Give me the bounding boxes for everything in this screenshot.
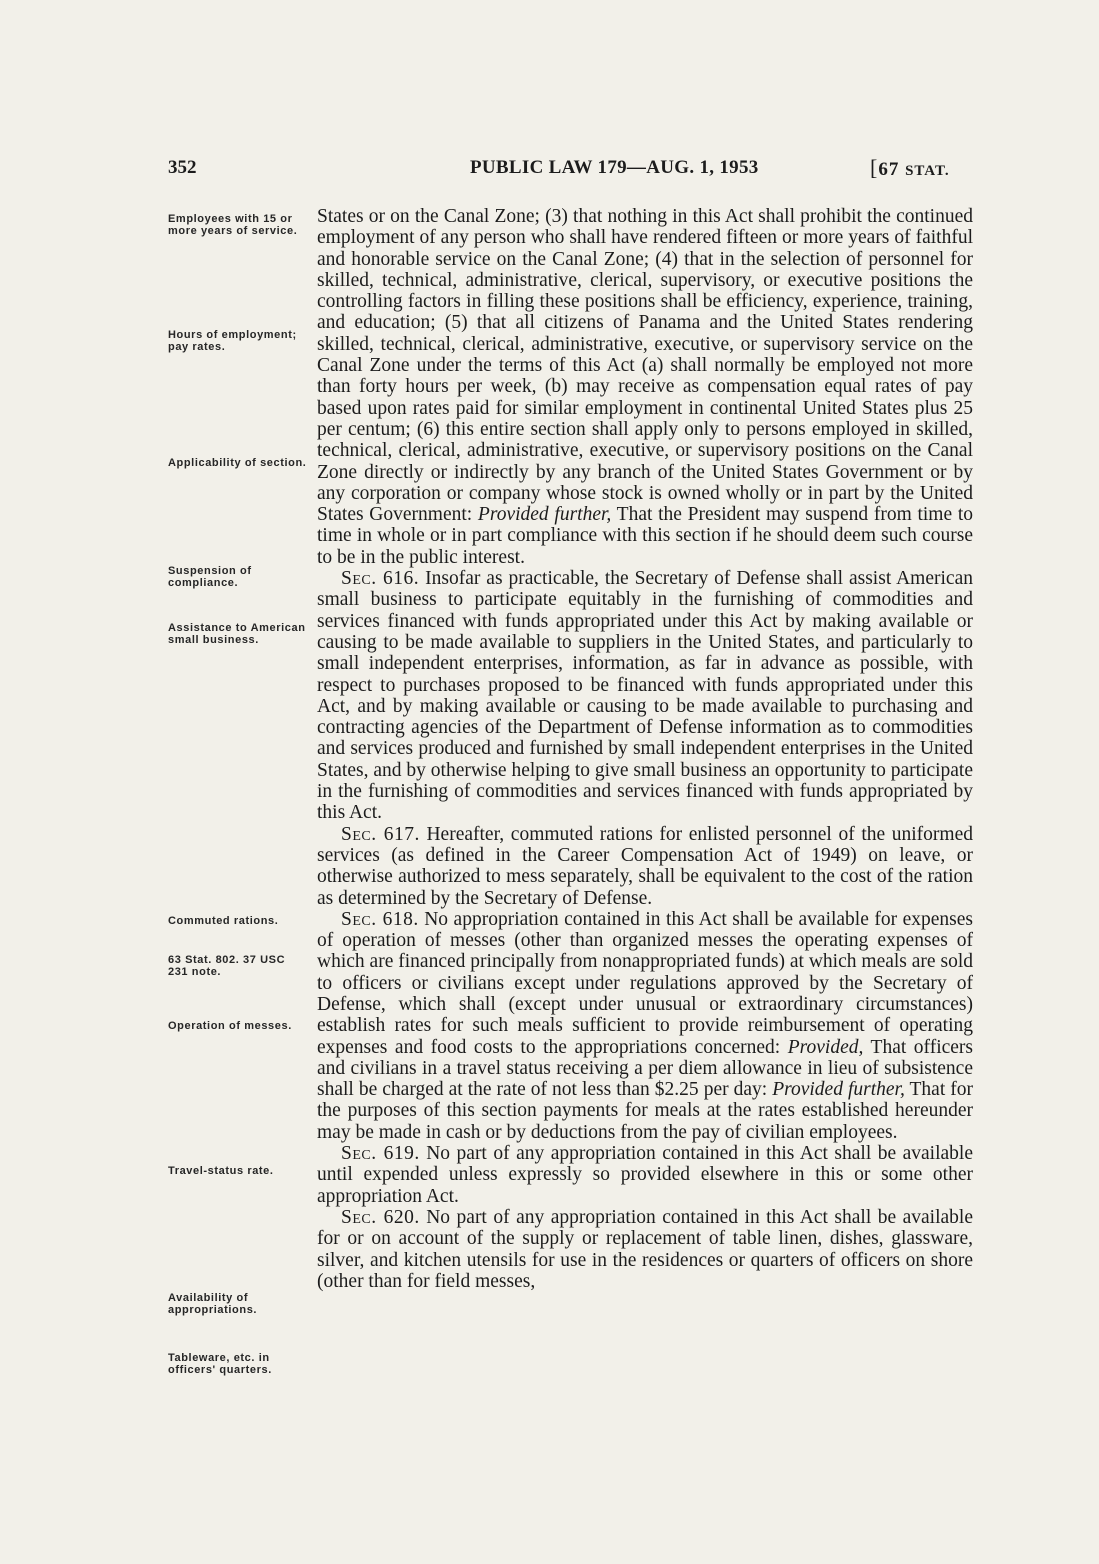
text-span: Insofar as practicable, the Secretary of Defense shall assist American small business to participate equitably in the furnishing of commodities and services financed with funds appropriated under this Act by making available or causing to be made available to suppliers in the United States, and particularly to small independent enterprises, information, as far in advance as possible, with respect to purchases proposed to be financed with funds appropriated under this Act, and by making available or causing to be made available to purchasing and contracting agencies of the Department of Defense information as to commodities and services produced and furnished by small independent enterprises in the United States, and by otherwise helping to give small business an opportunity to participate in the furnishing of commodities and services financed with funds appropriated by this Act.	[317, 568, 973, 824]
text-span: States or on the Canal Zone; (3) that nothing in this Act shall prohibit the continued employment of any person who shall have rendered fifteen or more years of faithful and honorable service on the Canal Zone; (4) that in the selection of personnel for skilled, technical, administrative, clerical, supervisory, or executive positions the controlling factors in filling these positions shall be efficiency, experience, training, and education; (5) that all citizens of Panama and the United States rendering skilled, technical, clerical, administrative, executive, or supervisory service on the Canal Zone under the terms of this Act (a) shall normally be employed not more than forty hours per week, (b) may receive as compensation equal rates of pay based upon rates paid for similar employment in continental United States plus 25 per centum; (6) this entire section shall apply only to persons employed in skilled, technical, clerical, administrative, executive, or supervisory positions on the Canal Zone directly or indirectly by any branch of the United States Government or by any corporation or company whose stock is owned wholly or in part by the United States Government:	[317, 206, 973, 526]
section-label: Sec. 618.	[341, 908, 419, 930]
section-616	[317, 568, 973, 824]
section-617	[317, 824, 973, 909]
section-label: Sec. 617.	[341, 823, 420, 845]
text-span: That for the purposes of this section payments for meals at the rates established hereunder may be made in cash or by deductions from the pay of civilian employees.	[317, 1079, 974, 1143]
text-span: That officers and civilians in a travel status receiving a per diem allowance in lieu of subsistence shall be charged at the rate of not less than $2.25 per day:	[317, 1036, 974, 1101]
proviso: Provided further,	[772, 1079, 905, 1101]
section-label: Sec. 620.	[341, 1206, 420, 1228]
margin-note-statute-citation: 63 Stat. 802. 37 USC 231 note.	[168, 954, 286, 978]
text-span: No part of any appropriation contained in this Act shall be available for or on account of the supply or replacement of table linen, dishes, glassware, silver, and kitchen utensils for use in the residences or quarters of officers on shore (other than for field messes,	[317, 1206, 973, 1292]
body-text	[317, 206, 973, 1292]
margin-note-travel-status: Travel-status rate.	[168, 1165, 274, 1177]
margin-note-tableware: Tableware, etc. in officers' quarters.	[168, 1352, 272, 1376]
section-618	[317, 909, 973, 1143]
statute-reference	[870, 155, 950, 181]
section-619	[317, 1143, 973, 1207]
margin-note-employees-service: Employees with 15 or more years of service.	[168, 213, 298, 237]
running-head: PUBLIC LAW 179—AUG. 1, 1953	[470, 157, 759, 178]
margin-note-availability: Availability of appropriations.	[168, 1292, 258, 1316]
margin-note-applicability: Applicability of section.	[168, 457, 307, 469]
margin-note-commuted-rations: Commuted rations.	[168, 915, 279, 927]
section-label: Sec. 619.	[341, 1143, 420, 1165]
text-span: No part of any appropriation contained in this Act shall be available until expended unless expressly so provided elsewhere in this or some other appropriation Act.	[317, 1143, 973, 1207]
section-620	[317, 1207, 973, 1292]
text-span: Hereafter, commuted rations for enlisted personnel of the uniformed services (as defined in the Career Compensation Act of 1949) on leave, or otherwise authorized to mess separately, shall be equivalent to the cost of the ration as determined by the Secretary of Defense.	[317, 823, 973, 909]
margin-note-suspension: Suspension of compliance.	[168, 565, 252, 589]
page-number: 352	[168, 157, 197, 178]
paragraph-canal-zone	[317, 206, 973, 568]
proviso: Provided,	[787, 1036, 864, 1058]
margin-note-hours-pay: Hours of employment; pay rates.	[168, 329, 297, 353]
bracket: [	[870, 155, 879, 180]
stat-abbrev: STAT.	[905, 163, 950, 179]
margin-note-small-business: Assistance to American small business.	[168, 622, 306, 646]
proviso: Provided further,	[477, 504, 612, 526]
text-span: No appropriation contained in this Act shall be available for expenses of operation of messes (other than organized messes the operating expenses of which are financed principally from nonappropriated funds) at which meals are sold to officers or civilians except under regulations approved by the Secretary of Defense, which shall (except under unusual or extraordinary circumstances) establish rates for such meals sufficient to provide reimbursement of operating expenses and food costs to the appropriations concerned:	[317, 908, 973, 1058]
text-span: That the President may suspend from time to time in whole or in part compliance with this section if he should deem such course to be in the public interest.	[317, 504, 974, 568]
volume-number: 67	[878, 159, 900, 180]
margin-note-operation-messes: Operation of messes.	[168, 1020, 292, 1032]
section-label: Sec. 616.	[341, 568, 420, 590]
